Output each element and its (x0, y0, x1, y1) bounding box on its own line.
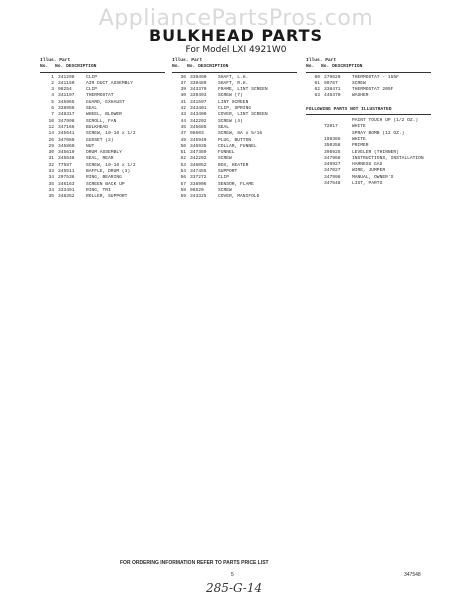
item-number: 7 (51, 112, 54, 118)
part-description: FUNNEL (218, 150, 235, 156)
item-number: 32 (48, 162, 54, 168)
part-description: PLUG, BUTTON (218, 137, 252, 143)
header-no: No. (306, 64, 315, 70)
part-description: SEAL, REAR (86, 156, 114, 162)
item-number: 61 (314, 80, 320, 86)
part-number: 343400 (190, 112, 207, 118)
header-part: No. (187, 64, 196, 70)
part-number: 348352 (58, 194, 75, 200)
part-number: 345965 (58, 99, 75, 105)
part-description: PAINT TOUCH UP (1/2 OZ.) (352, 118, 419, 124)
item-number: 58 (180, 187, 186, 193)
item-number: 44 (180, 118, 186, 124)
part-description: SENSOR, FLAME (218, 181, 254, 187)
part-number: 345511 (58, 169, 75, 175)
parts-column-3 (306, 58, 431, 187)
part-description: WHITE (352, 136, 366, 142)
parts-list (172, 75, 297, 201)
part-description: HARNESS GAS (352, 162, 383, 168)
item-number: 34 (48, 175, 54, 181)
item-number: 37 (180, 80, 186, 86)
part-description: GUARD, EXHAUST (86, 99, 125, 105)
document-number: 347548 (404, 572, 421, 578)
part-number: 346935 (190, 143, 207, 149)
part-description: SHAFT, R.H. (218, 80, 249, 86)
item-number: 2 (51, 80, 54, 86)
part-number: 342202 (190, 118, 207, 124)
part-description: AIR DUCT ASSEMBLY (86, 80, 133, 86)
part-description: SCREW (352, 80, 366, 86)
section-rule (306, 114, 431, 115)
item-number: 29 (48, 143, 54, 149)
part-row (306, 181, 431, 187)
part-number: 347998 (58, 118, 75, 124)
part-number: 345641 (58, 131, 75, 137)
item-number: 47 (180, 131, 186, 137)
item-number: 33 (48, 169, 54, 175)
part-description: RING, BEARING (86, 175, 122, 181)
part-description: SCREW (7) (218, 93, 243, 99)
header-no: No. (40, 64, 49, 70)
part-number: 98254 (58, 87, 72, 93)
part-row (172, 194, 297, 200)
part-description: COVER, MANIFOLD (218, 194, 260, 200)
item-number: 1 (51, 74, 54, 80)
header-line-1: Illus. Part (172, 58, 203, 63)
item-number: 52 (180, 156, 186, 162)
header-line-2 (172, 64, 297, 70)
part-number: 347548 (324, 181, 341, 187)
part-description: SEAL (86, 106, 98, 112)
part-number: 90767 (324, 80, 338, 86)
item-number: 54 (180, 169, 186, 175)
item-number: 40 (180, 93, 186, 99)
not-illustrated-heading: FOLLOWING PARTS NOT ILLUSTRATED (306, 106, 392, 112)
part-number: 396925 (324, 149, 341, 155)
part-number: 343325 (190, 194, 207, 200)
item-number: 59 (180, 194, 186, 200)
part-description: LIST, PARTS (352, 181, 383, 187)
part-number: 339493 (190, 93, 207, 99)
part-description: WIRE, JUMPER (352, 168, 386, 174)
item-number: 10 (48, 118, 54, 124)
part-description: SCREEN BACK UP (86, 181, 125, 187)
item-number: 30 (48, 150, 54, 156)
page-title: BULKHEAD PARTS (148, 26, 323, 45)
column-header (306, 58, 431, 71)
part-number: 343401 (190, 106, 207, 112)
item-number: 26 (48, 137, 54, 143)
header-line-2 (40, 64, 165, 70)
item-number: 56 (180, 175, 186, 181)
item-number: 50 (180, 143, 186, 149)
part-number: 98520 (190, 187, 204, 193)
part-number: 341150 (58, 80, 75, 86)
part-description: GUSSET (2) (86, 137, 114, 143)
header-description: DESCRIPTION (66, 64, 97, 70)
item-number: 35 (48, 194, 54, 200)
part-number: 98503 (190, 131, 204, 137)
part-number: 341298 (58, 74, 75, 80)
header-rule (40, 72, 165, 73)
part-number: 348317 (58, 112, 75, 118)
part-description: THERMOSTAT - 155F (352, 74, 399, 80)
part-number: 345685 (190, 124, 207, 130)
part-number: 339490 (190, 74, 207, 80)
part-description: RING, TRI (86, 187, 111, 193)
item-number: 39 (180, 87, 186, 93)
part-description: THERMOSTAT 205F (352, 87, 394, 93)
item-number: 42 (180, 106, 186, 112)
part-description: BOX, HEATER (218, 162, 249, 168)
part-description: COLLAR, FUNNEL (218, 143, 257, 149)
part-description: CLIP, SPRING (218, 106, 252, 112)
part-number: 72017 (324, 124, 338, 130)
header-line-2 (306, 64, 431, 70)
item-number: 63 (314, 93, 320, 99)
part-description: MANUAL, OWNER'S (352, 174, 394, 180)
header-rule (172, 72, 297, 73)
part-number: 346052 (190, 162, 207, 168)
part-number: 347968 (324, 155, 341, 161)
part-number: 345860 (58, 143, 75, 149)
part-description: DRUM ASSEMBLY (86, 150, 122, 156)
parts-column-1 (40, 58, 165, 201)
item-number: 35 (48, 181, 54, 187)
part-number: 347027 (324, 168, 341, 174)
header-line-1: Illus. Part (306, 58, 337, 63)
part-description: INSTRUCTIONS, INSTALLATION (352, 155, 424, 161)
part-description: CLIP (86, 74, 98, 80)
part-description: BAFFLE, DRUM (3) (86, 169, 131, 175)
item-number: 41 (180, 99, 186, 105)
part-description: SCREW, 10-16 x 1/2 (86, 162, 136, 168)
item-number: 5 (51, 99, 54, 105)
column-header (172, 58, 297, 71)
part-number: 347389 (190, 150, 207, 156)
parts-column-2 (172, 58, 297, 201)
part-description: ROLLER, SUPPORT (86, 194, 128, 200)
part-description: FRAME, LINT SCREEN (218, 87, 268, 93)
part-number: 199365 (324, 136, 341, 142)
part-number: 337272 (190, 175, 207, 181)
part-number: 346927 (324, 162, 341, 168)
item-number (306, 181, 324, 187)
item-number: 49 (180, 137, 186, 143)
part-description: THERMOSTAT (86, 93, 114, 99)
part-number: 345648 (58, 156, 75, 162)
header-rule (306, 72, 431, 73)
header-description: DESCRIPTION (332, 64, 363, 70)
item-number: 6 (51, 106, 54, 112)
part-number: 279620 (324, 74, 341, 80)
item-number: 51 (180, 150, 186, 156)
part-number: 77587 (58, 162, 72, 168)
ordering-note: FOR ORDERING INFORMATION REFER TO PARTS PRICE LIST (120, 560, 269, 566)
parts-list (306, 75, 431, 100)
part-number: 347998 (324, 174, 341, 180)
part-number: 350358 (324, 143, 341, 149)
part-number: 347166 (58, 124, 75, 130)
part-description: CLIP (86, 87, 98, 93)
part-row (40, 194, 165, 200)
page-subtitle: For Model LXI 4921W0 (185, 45, 287, 55)
header-line-1: Illus. Part (40, 58, 71, 63)
item-number: 45 (180, 124, 186, 130)
page-number: 5 (231, 572, 234, 578)
item-number: 14 (48, 131, 54, 137)
part-description: SPRAY BOMB (12 OZ.) (352, 130, 405, 136)
part-number: 338906 (190, 181, 207, 187)
part-number: 345610 (58, 150, 75, 156)
part-number: 343379 (190, 87, 207, 93)
item-number: 4 (51, 93, 54, 99)
part-description: SCREW, 10-16 x 1/2 (86, 131, 136, 137)
part-number: 342202 (190, 156, 207, 162)
part-description: SCROLL, FAN (86, 118, 117, 124)
item-number: 53 (180, 162, 186, 168)
part-description: WHITE (352, 124, 366, 130)
part-description: LEVELER (THINNER) (352, 149, 399, 155)
part-row (306, 93, 431, 99)
part-number: 347089 (58, 137, 75, 143)
part-number: 297536 (58, 175, 75, 181)
part-description: SCREW (218, 187, 232, 193)
part-number: 346163 (58, 181, 75, 187)
column-header (40, 58, 165, 71)
part-description: NUT (86, 143, 95, 149)
item-number: 36 (180, 74, 186, 80)
item-number: 34 (48, 187, 54, 193)
part-description: WHEEL, BLOWER (86, 112, 122, 118)
part-description: SCREW (218, 156, 232, 162)
header-part: No. (321, 64, 330, 70)
header-description: DESCRIPTION (198, 64, 229, 70)
not-illustrated-list (306, 118, 431, 187)
item-number: 43 (180, 112, 186, 118)
part-description: CLIP (218, 175, 230, 181)
parts-list (40, 75, 165, 201)
part-description: SEAL (218, 124, 230, 130)
header-part: No. (55, 64, 64, 70)
part-description: BULKHEAD (86, 124, 109, 130)
part-number: 446470 (324, 93, 341, 99)
part-number: 338471 (324, 87, 341, 93)
part-description: PRIMER (352, 143, 369, 149)
part-number: 347455 (190, 169, 207, 175)
item-number: 12 (48, 124, 54, 130)
part-description: SCREW (4) (218, 118, 243, 124)
item-number: 3 (51, 87, 54, 93)
part-number: 341197 (58, 93, 75, 99)
handwritten-annotation: 285-G-14 (206, 581, 263, 595)
item-number: 31 (48, 156, 54, 162)
part-description: LINT SCREEN (218, 99, 249, 105)
part-description: SCREW, 8A x 5/16 (218, 131, 263, 137)
watermark: AppliancePartsPros.com (98, 6, 374, 31)
part-number: 341597 (190, 99, 207, 105)
header-no: No. (172, 64, 181, 70)
part-number: 333491 (58, 187, 75, 193)
item-number: 62 (314, 87, 320, 93)
part-number: 345940 (190, 137, 207, 143)
part-description: SUPPORT (218, 169, 238, 175)
part-number: 339489 (190, 80, 207, 86)
item-number: 57 (180, 181, 186, 187)
part-description: COVER, LINT SCREEN (218, 112, 268, 118)
part-description: WASHER (352, 93, 369, 99)
part-number: 338956 (58, 106, 75, 112)
item-number: 60 (314, 74, 320, 80)
part-description: SHAFT, L.H. (218, 74, 249, 80)
